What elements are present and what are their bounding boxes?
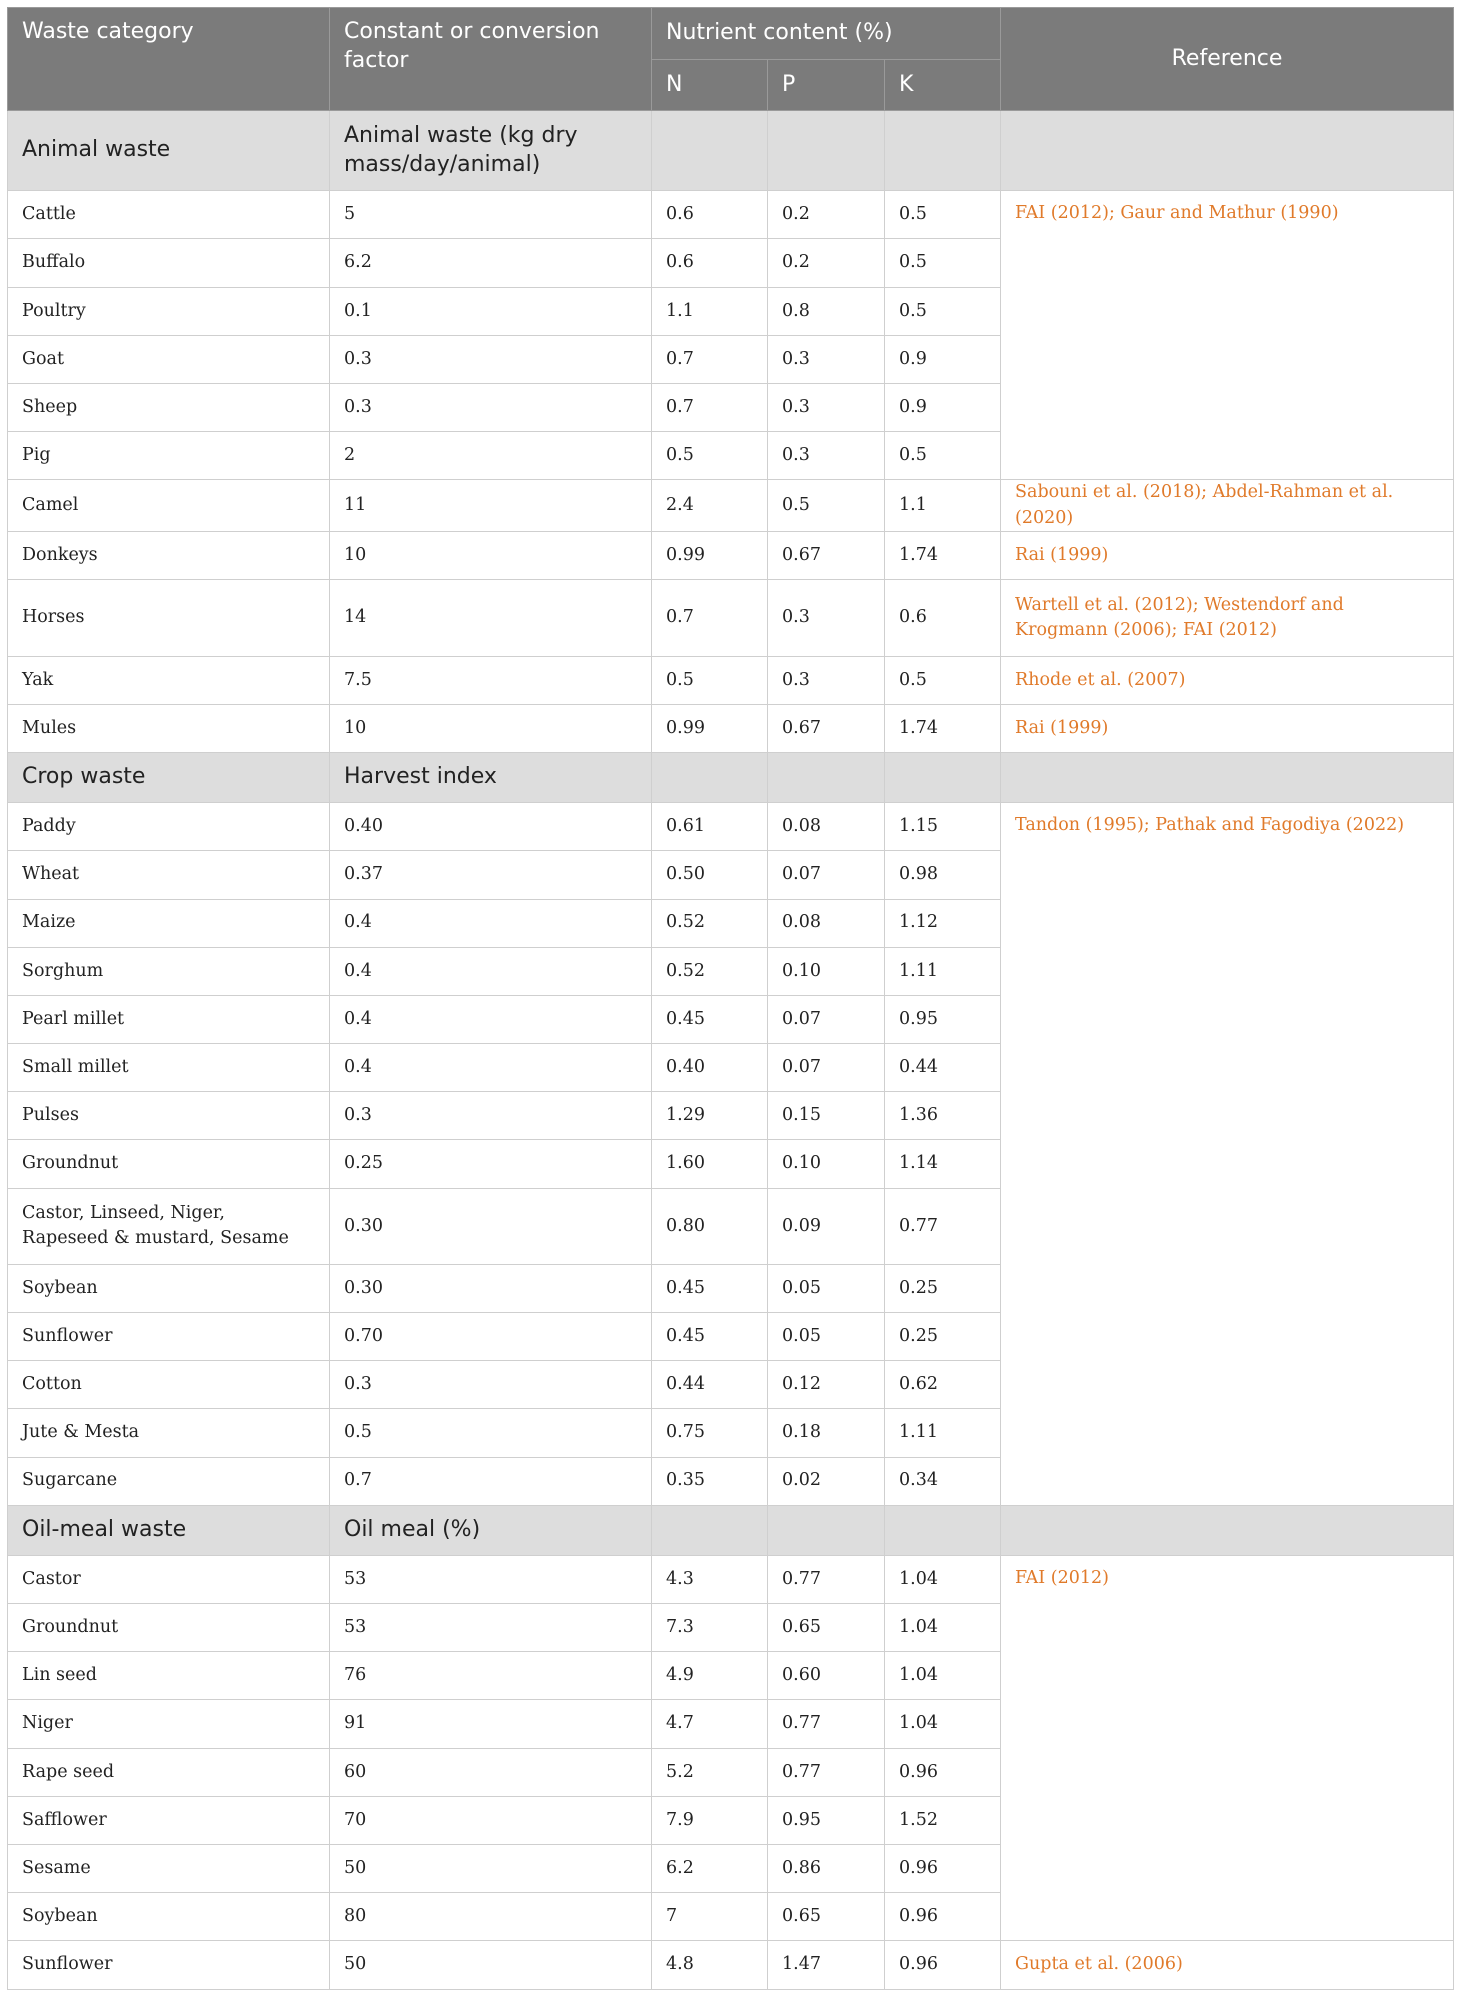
waste-name: Poultry [8, 287, 330, 335]
factor-value: 0.30 [330, 1188, 652, 1264]
n-value: 0.99 [652, 704, 768, 752]
header-k: K [885, 60, 1001, 111]
n-value: 0.7 [652, 580, 768, 656]
table-row [8, 191, 1454, 239]
p-value: 0.95 [768, 1796, 885, 1844]
p-value: 0.05 [768, 1313, 885, 1361]
waste-name: Horses [8, 580, 330, 656]
waste-name: Castor, Linseed, Niger, Rapeseed & mustard, Sesame [8, 1188, 330, 1264]
reference-cell [1001, 1941, 1454, 1990]
p-value: 0.77 [768, 1555, 885, 1603]
k-value: 0.5 [885, 432, 1001, 480]
k-value: 1.74 [885, 704, 1001, 752]
waste-name: Small millet [8, 1044, 330, 1092]
waste-name: Cotton [8, 1361, 330, 1409]
k-value: 0.25 [885, 1264, 1001, 1312]
k-value: 0.5 [885, 656, 1001, 704]
k-value: 0.77 [885, 1188, 1001, 1264]
n-value: 7 [652, 1893, 768, 1941]
reference-cell [1001, 803, 1454, 1506]
p-value: 0.60 [768, 1652, 885, 1700]
n-value: 0.50 [652, 851, 768, 899]
k-value: 1.1 [885, 480, 1001, 532]
waste-name: Sugarcane [8, 1457, 330, 1505]
p-value: 0.05 [768, 1264, 885, 1312]
reference-cell [1001, 1555, 1454, 1940]
factor-value: 14 [330, 580, 652, 656]
n-value: 0.45 [652, 1264, 768, 1312]
n-value: 0.52 [652, 899, 768, 947]
n-value: 1.29 [652, 1092, 768, 1140]
p-value: 0.77 [768, 1748, 885, 1796]
n-value: 1.60 [652, 1140, 768, 1188]
section-title: Oil-meal waste [8, 1505, 330, 1555]
n-value: 0.7 [652, 335, 768, 383]
waste-name: Pearl millet [8, 995, 330, 1043]
reference-link[interactable]: Gupta et al. (2006) [1015, 1954, 1183, 1975]
waste-name: Sorghum [8, 947, 330, 995]
factor-value: 0.3 [330, 335, 652, 383]
waste-name: Lin seed [8, 1652, 330, 1700]
p-value: 0.07 [768, 851, 885, 899]
waste-name: Soybean [8, 1264, 330, 1312]
factor-value: 10 [330, 532, 652, 580]
k-value: 0.44 [885, 1044, 1001, 1092]
waste-name: Safflower [8, 1796, 330, 1844]
factor-value: 0.4 [330, 899, 652, 947]
reference-cell [1001, 480, 1454, 532]
header-p: P [768, 60, 885, 111]
table-row [8, 532, 1454, 580]
n-value: 0.35 [652, 1457, 768, 1505]
waste-name: Castor [8, 1555, 330, 1603]
n-value: 4.9 [652, 1652, 768, 1700]
reference-link[interactable]: Rai (1999) [1015, 717, 1109, 738]
n-value: 1.1 [652, 287, 768, 335]
table-row [8, 803, 1454, 851]
factor-value: 80 [330, 1893, 652, 1941]
factor-value: 53 [330, 1604, 652, 1652]
section-factor-label: Animal waste (kg dry mass/day/animal) [330, 111, 652, 191]
waste-name: Camel [8, 480, 330, 532]
n-value: 0.6 [652, 239, 768, 287]
p-value: 0.86 [768, 1844, 885, 1892]
reference-cell [1001, 580, 1454, 656]
waste-name: Buffalo [8, 239, 330, 287]
reference-link[interactable]: FAI (2012); Gaur and Mathur (1990) [1015, 203, 1339, 224]
k-value: 0.6 [885, 580, 1001, 656]
header-n: N [652, 60, 768, 111]
p-value: 0.10 [768, 947, 885, 995]
n-value: 7.9 [652, 1796, 768, 1844]
reference-link[interactable]: Tandon (1995); Pathak and Fagodiya (2022) [1015, 815, 1405, 836]
p-value: 0.07 [768, 995, 885, 1043]
p-value: 0.5 [768, 480, 885, 532]
reference-link[interactable]: Sabouni et al. (2018); Abdel-Rahman et al. (2020) [1015, 482, 1394, 528]
k-value: 0.25 [885, 1313, 1001, 1361]
factor-value: 91 [330, 1700, 652, 1748]
section-row-crop-waste [8, 753, 1454, 803]
k-value: 0.5 [885, 191, 1001, 239]
k-value: 1.11 [885, 1409, 1001, 1457]
header-nutrient-content: Nutrient content (%) [652, 8, 1001, 60]
factor-value: 10 [330, 704, 652, 752]
k-value: 1.12 [885, 899, 1001, 947]
table-row [8, 480, 1454, 532]
n-value: 4.8 [652, 1941, 768, 1990]
p-value: 0.08 [768, 899, 885, 947]
k-value: 1.15 [885, 803, 1001, 851]
n-value: 0.52 [652, 947, 768, 995]
waste-name: Yak [8, 656, 330, 704]
reference-cell [1001, 532, 1454, 580]
header-constant-factor: Constant or conversion factor [330, 8, 652, 111]
factor-value: 0.7 [330, 1457, 652, 1505]
n-value: 0.99 [652, 532, 768, 580]
factor-value: 6.2 [330, 239, 652, 287]
factor-value: 0.37 [330, 851, 652, 899]
n-value: 0.5 [652, 432, 768, 480]
n-value: 5.2 [652, 1748, 768, 1796]
waste-name: Sunflower [8, 1313, 330, 1361]
factor-value: 0.4 [330, 1044, 652, 1092]
k-value: 0.62 [885, 1361, 1001, 1409]
reference-link[interactable]: Wartell et al. (2012); Westendorf and Krogmann (2006); FAI (2012) [1015, 594, 1344, 641]
p-value: 0.3 [768, 656, 885, 704]
p-value: 0.77 [768, 1700, 885, 1748]
factor-value: 70 [330, 1796, 652, 1844]
k-value: 1.36 [885, 1092, 1001, 1140]
table-row [8, 656, 1454, 704]
n-value: 7.3 [652, 1604, 768, 1652]
waste-name: Pig [8, 432, 330, 480]
reference-cell [1001, 704, 1454, 752]
waste-name: Sheep [8, 383, 330, 431]
factor-value: 50 [330, 1941, 652, 1990]
p-value: 0.15 [768, 1092, 885, 1140]
factor-value: 0.5 [330, 1409, 652, 1457]
k-value: 1.74 [885, 532, 1001, 580]
nutrient-table [7, 7, 1454, 1990]
k-value: 1.11 [885, 947, 1001, 995]
section-factor-label: Harvest index [330, 753, 652, 803]
p-value: 0.2 [768, 239, 885, 287]
header-reference: Reference [1001, 8, 1454, 111]
factor-value: 0.40 [330, 803, 652, 851]
waste-name: Donkeys [8, 532, 330, 580]
n-value: 4.3 [652, 1555, 768, 1603]
k-value: 1.04 [885, 1555, 1001, 1603]
waste-name: Cattle [8, 191, 330, 239]
p-value: 0.18 [768, 1409, 885, 1457]
n-value: 0.61 [652, 803, 768, 851]
table-row [8, 704, 1454, 752]
p-value: 0.67 [768, 704, 885, 752]
waste-name: Rape seed [8, 1748, 330, 1796]
factor-value: 2 [330, 432, 652, 480]
k-value: 0.95 [885, 995, 1001, 1043]
waste-name: Pulses [8, 1092, 330, 1140]
waste-name: Paddy [8, 803, 330, 851]
waste-name: Niger [8, 1700, 330, 1748]
reference-link[interactable]: Rhode et al. (2007) [1015, 669, 1186, 690]
k-value: 0.9 [885, 335, 1001, 383]
p-value: 0.02 [768, 1457, 885, 1505]
k-value: 0.96 [885, 1844, 1001, 1892]
n-value: 4.7 [652, 1700, 768, 1748]
k-value: 0.5 [885, 239, 1001, 287]
p-value: 0.10 [768, 1140, 885, 1188]
p-value: 0.8 [768, 287, 885, 335]
factor-value: 0.30 [330, 1264, 652, 1312]
waste-name: Groundnut [8, 1140, 330, 1188]
table-header [8, 8, 1454, 111]
factor-value: 76 [330, 1652, 652, 1700]
n-value: 6.2 [652, 1844, 768, 1892]
factor-value: 53 [330, 1555, 652, 1603]
reference-link[interactable]: Rai (1999) [1015, 545, 1109, 566]
factor-value: 0.1 [330, 287, 652, 335]
waste-name: Sesame [8, 1844, 330, 1892]
p-value: 0.3 [768, 580, 885, 656]
p-value: 0.65 [768, 1893, 885, 1941]
waste-name: Wheat [8, 851, 330, 899]
factor-value: 0.4 [330, 947, 652, 995]
header-waste-category: Waste category [8, 8, 330, 111]
table-row [8, 1555, 1454, 1603]
n-value: 2.4 [652, 480, 768, 532]
p-value: 0.65 [768, 1604, 885, 1652]
waste-name: Maize [8, 899, 330, 947]
p-value: 0.09 [768, 1188, 885, 1264]
k-value: 0.5 [885, 287, 1001, 335]
waste-name: Sunflower [8, 1941, 330, 1990]
factor-value: 0.4 [330, 995, 652, 1043]
k-value: 0.9 [885, 383, 1001, 431]
p-value: 0.07 [768, 1044, 885, 1092]
k-value: 1.04 [885, 1604, 1001, 1652]
waste-name: Mules [8, 704, 330, 752]
p-value: 1.47 [768, 1941, 885, 1990]
n-value: 0.45 [652, 1313, 768, 1361]
p-value: 0.3 [768, 383, 885, 431]
k-value: 0.96 [885, 1748, 1001, 1796]
k-value: 0.96 [885, 1893, 1001, 1941]
p-value: 0.3 [768, 335, 885, 383]
waste-name: Soybean [8, 1893, 330, 1941]
factor-value: 50 [330, 1844, 652, 1892]
waste-name: Goat [8, 335, 330, 383]
factor-value: 7.5 [330, 656, 652, 704]
k-value: 1.04 [885, 1700, 1001, 1748]
k-value: 0.34 [885, 1457, 1001, 1505]
section-row-oil-meal-waste [8, 1505, 1454, 1555]
p-value: 0.2 [768, 191, 885, 239]
p-value: 0.67 [768, 532, 885, 580]
n-value: 0.44 [652, 1361, 768, 1409]
factor-value: 11 [330, 480, 652, 532]
n-value: 0.5 [652, 656, 768, 704]
n-value: 0.40 [652, 1044, 768, 1092]
k-value: 1.52 [885, 1796, 1001, 1844]
k-value: 0.98 [885, 851, 1001, 899]
k-value: 1.04 [885, 1652, 1001, 1700]
n-value: 0.75 [652, 1409, 768, 1457]
reference-cell [1001, 191, 1454, 480]
factor-value: 0.3 [330, 383, 652, 431]
factor-value: 0.70 [330, 1313, 652, 1361]
table-body [8, 111, 1454, 1990]
factor-value: 0.25 [330, 1140, 652, 1188]
p-value: 0.12 [768, 1361, 885, 1409]
table-row [8, 1941, 1454, 1990]
n-value: 0.45 [652, 995, 768, 1043]
section-row-animal-waste [8, 111, 1454, 191]
waste-name: Groundnut [8, 1604, 330, 1652]
section-title: Crop waste [8, 753, 330, 803]
factor-value: 60 [330, 1748, 652, 1796]
factor-value: 0.3 [330, 1361, 652, 1409]
section-title: Animal waste [8, 111, 330, 191]
n-value: 0.80 [652, 1188, 768, 1264]
factor-value: 0.3 [330, 1092, 652, 1140]
k-value: 0.96 [885, 1941, 1001, 1990]
factor-value: 5 [330, 191, 652, 239]
n-value: 0.6 [652, 191, 768, 239]
k-value: 1.14 [885, 1140, 1001, 1188]
p-value: 0.3 [768, 432, 885, 480]
reference-cell [1001, 656, 1454, 704]
waste-name: Jute & Mesta [8, 1409, 330, 1457]
table-row [8, 580, 1454, 656]
n-value: 0.7 [652, 383, 768, 431]
reference-link[interactable]: FAI (2012) [1015, 1567, 1109, 1588]
section-factor-label: Oil meal (%) [330, 1505, 652, 1555]
p-value: 0.08 [768, 803, 885, 851]
